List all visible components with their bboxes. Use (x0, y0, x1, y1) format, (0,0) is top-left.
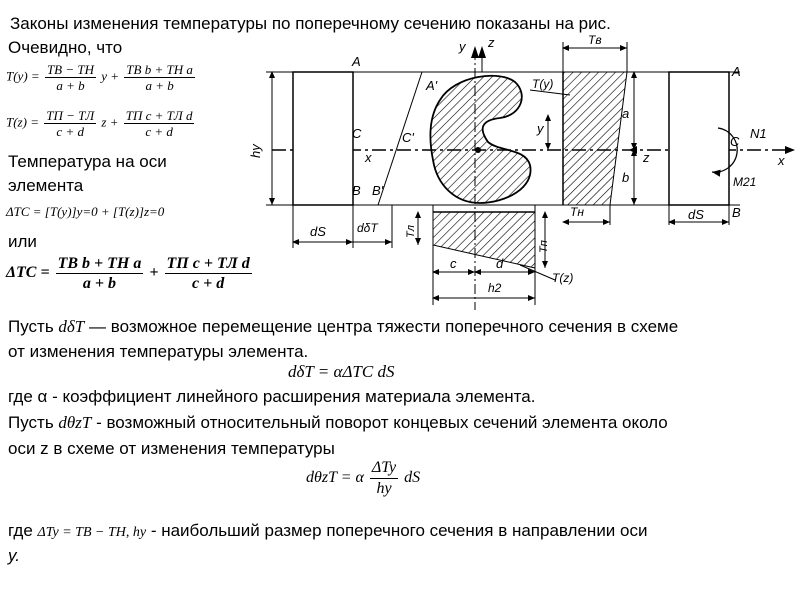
formula-d-theta-lhs: dθzT = α (306, 469, 364, 487)
TP-label: Tп (538, 240, 550, 253)
label-M21: M21 (733, 175, 757, 189)
label-z-top: z (488, 35, 495, 50)
formula-delta-Tc-2-plus: + (149, 264, 159, 282)
cross-section-diagram (248, 30, 800, 315)
y-axis-arrow (471, 46, 479, 58)
formula-T-y-num2: TВ b + TН a (126, 62, 193, 77)
label-C: C (352, 126, 362, 141)
label-y: y (459, 39, 466, 54)
paragraph-4-line-1 (8, 521, 647, 543)
label-B: B (352, 183, 361, 198)
T-z-label: T(z) (552, 271, 574, 285)
or-label: или (8, 232, 37, 251)
label-A-right: A (732, 64, 741, 79)
paragraph-3-line-2: оси z в схеме от изменения температуры (8, 439, 335, 458)
label-C-prime: C' (402, 130, 414, 145)
formula-delta-Tc-2-lhs: ΔTC = (6, 264, 50, 282)
label-B-right: B (732, 205, 741, 220)
paragraph-4-rest: - наибольший размер поперечного сечения в направлении оси (150, 521, 648, 540)
delta-Ty-definition: ΔTy = TВ − TН, hy (37, 525, 147, 540)
c-label: c (450, 256, 457, 271)
paragraph-1-line-2: от изменения температуры элемента. (8, 342, 309, 361)
T-z-diagram (433, 212, 535, 268)
paragraph-1-start: Пусть (8, 317, 54, 336)
label-x-left: x (365, 150, 372, 165)
rotated-section-line (378, 72, 422, 205)
TL-label: Tл (405, 225, 417, 238)
y-dim-label: y (537, 121, 544, 136)
paragraph-3-rest: - возможный относительный поворот концевых сечений элемента около (96, 413, 668, 432)
dS-left-label: dS (310, 224, 326, 239)
intro-line-2: Очевидно, что (8, 38, 123, 57)
formula-T-z-num2: TП c + TЛ d (125, 108, 193, 123)
formula-delta-Tc-2-num2: TП c + TЛ d (166, 255, 250, 272)
d-delta-symbol: dδT (58, 317, 85, 336)
paragraph-1-rest: — возможное перемещение центра тяжести поперечного сечения в схеме (89, 317, 679, 336)
a-label: a (622, 106, 630, 121)
label-B-prime: B' (372, 183, 384, 198)
centroid-point (475, 147, 481, 153)
formula-T-z-num1: TП − TЛ (46, 108, 95, 123)
x-axis-arrow (785, 146, 795, 154)
intro-line-1: Законы изменения температуры по поперечному сечению показаны на рис. (10, 14, 611, 33)
formula-delta-Tc-2-num1: TВ b + TН a (57, 255, 142, 272)
paragraph-3-line-1 (8, 413, 668, 433)
formula-d-theta-den: hy (376, 480, 392, 497)
cross-section-shape (430, 76, 530, 203)
h2-label: h2 (488, 281, 502, 295)
label-A: A (352, 54, 361, 69)
formula-d-theta-rhs: dS (404, 469, 421, 487)
T-y-diagram (563, 72, 630, 205)
formula-T-y-lhs: T(y) = (6, 68, 40, 84)
d-delta-label: dδT (357, 221, 378, 235)
label-z-mid: z (643, 150, 650, 165)
label-N1: N1 (750, 126, 767, 141)
dS-right-label: dS (688, 207, 704, 222)
formula-T-z (6, 108, 196, 139)
formula-T-y-den2: a + b (145, 78, 174, 93)
formula-delta-Tc-1: ΔTC = [T(y)]y=0 + [T(z)]z=0 (6, 204, 165, 219)
formula-delta-Tc-2-den2: c + d (191, 275, 225, 292)
temp-axis-line-2: элемента (8, 176, 84, 195)
hy-label: hy (248, 144, 263, 158)
formula-d-delta: dδT = αΔTC dS (288, 362, 395, 381)
formula-delta-Tc-2 (6, 254, 254, 293)
b-label: b (622, 170, 630, 185)
temp-axis-line-1: Температура на оси (8, 152, 167, 171)
paragraph-3-start: Пусть (8, 413, 54, 432)
d-theta-symbol: dθzT (58, 413, 92, 432)
label-A-prime: A' (426, 78, 438, 93)
right-element-segment (669, 72, 729, 205)
formula-T-z-den2: c + d (145, 124, 173, 139)
z-axis-arrow (478, 46, 486, 58)
paragraph-4-start: где (8, 521, 33, 540)
formula-T-z-mid: z + (101, 114, 119, 130)
label-C-right: C (730, 134, 740, 149)
formula-d-theta-num: ΔTy (370, 458, 398, 479)
TB-label: Tв (588, 33, 602, 47)
T-y-label: T(y) (532, 77, 554, 91)
paragraph-4-line-2: y. (8, 546, 20, 565)
formula-T-y-num1: TВ − TН (46, 62, 94, 77)
TH-label: Tн (570, 205, 584, 219)
formula-d-theta (306, 458, 420, 499)
label-x-right: x (778, 153, 785, 168)
formula-T-z-den1: c + d (56, 124, 84, 139)
d-label: d (496, 256, 504, 271)
formula-T-y (6, 62, 197, 93)
paragraph-1-line-1 (8, 317, 678, 337)
formula-T-y-mid: y + (101, 68, 120, 84)
formula-T-z-lhs: T(z) = (6, 114, 39, 130)
left-element-segment (293, 72, 353, 205)
formula-T-y-den1: a + b (56, 78, 85, 93)
formula-delta-Tc-2-den1: a + b (82, 275, 117, 292)
paragraph-2: где α - коэффициент линейного расширения материала элемента. (8, 387, 536, 406)
